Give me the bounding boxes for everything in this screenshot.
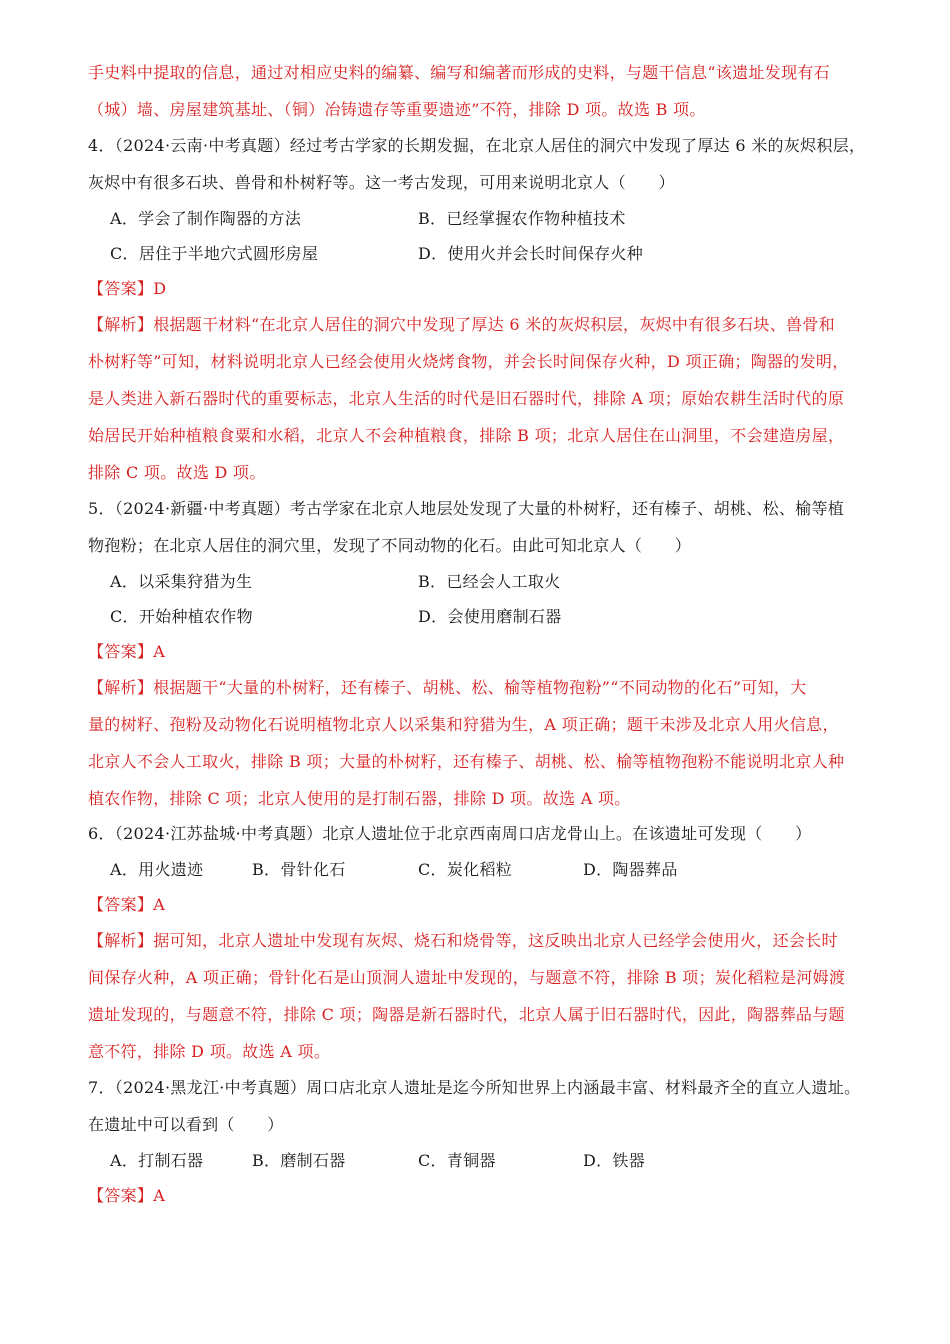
q7-option-c: C．青铜器 (418, 1151, 496, 1170)
q6-analysis-line-1: 【解析】据可知，北京人遗址中发现有灰烬、烧石和烧骨等，这反映出北京人已经学会使用火，还会长时 (88, 931, 838, 950)
q6-option-a: A．用火遗迹 (110, 860, 204, 879)
q7-stem-line-2: 在遗址中可以看到（ ） (88, 1115, 284, 1134)
q5-analysis-line-4: 植农作物，排除 C 项；北京人使用的是打制石器，排除 D 项。故选 A 项。 (88, 789, 631, 808)
q4-option-a: A．学会了制作陶器的方法 (110, 209, 302, 228)
q5-option-b: B．已经会人工取火 (418, 572, 561, 591)
q4-analysis-line-4: 始居民开始种植粮食粟和水稻，北京人不会种植粮食，排除 B 项；北京人居住在山洞里，不会建造房屋， (88, 426, 845, 445)
q5-analysis-line-2: 量的树籽、孢粉及动物化石说明植物北京人以采集和狩猎为生，A 项正确；题干未涉及北京人用火信息， (88, 715, 839, 734)
q6-stem-line-1: 6．（2024·江苏盐城·中考真题）北京人遗址位于北京西南周口店龙骨山上。在该遗址可发现（ ） (88, 824, 812, 843)
q4-option-c: C．居住于半地穴式圆形房屋 (110, 244, 319, 263)
q6-option-b: B．骨针化石 (252, 860, 346, 879)
q6-answer: 【答案】A (88, 895, 166, 914)
q5-analysis-line-3: 北京人不会人工取火，排除 B 项；大量的朴树籽，还有榛子、胡桃、松、榆等植物孢粉不能说明北京人种 (88, 752, 845, 771)
q4-option-b: B．已经掌握农作物种植技术 (418, 209, 626, 228)
q6-option-d: D．陶器葬品 (583, 860, 678, 879)
q7-option-b: B．磨制石器 (252, 1151, 346, 1170)
q5-stem-line-2: 物孢粉；在北京人居住的洞穴里，发现了不同动物的化石。由此可知北京人（ ） (88, 536, 692, 555)
q7-answer: 【答案】A (88, 1186, 166, 1205)
q4-answer: 【答案】D (88, 279, 167, 298)
q4-analysis-line-3: 是人类进入新石器时代的重要标志，北京人生活的时代是旧石器时代，排除 A 项；原始农耕生活时代的原 (88, 389, 845, 408)
q5-option-d: D．会使用磨制石器 (418, 607, 562, 626)
q6-analysis-line-4: 意不符，排除 D 项。故选 A 项。 (88, 1042, 331, 1061)
carryover-line-2: （城）墙、房屋建筑基址、（铜）冶铸遗存等重要遗迹”不符，排除 D 项。故选 B 项。 (88, 100, 706, 119)
q6-option-c: C．炭化稻粒 (418, 860, 513, 879)
q4-analysis-line-5: 排除 C 项。故选 D 项。 (88, 463, 266, 482)
q4-stem-line-2: 灰烬中有很多石块、兽骨和朴树籽等。这一考古发现，可用来说明北京人（ ） (88, 173, 675, 192)
q5-answer: 【答案】A (88, 642, 166, 661)
q4-stem-line-1: 4．（2024·云南·中考真题）经过考古学家的长期发掘，在北京人居住的洞穴中发现了厚达 6 米的灰烬积层， (88, 136, 866, 155)
q5-option-c: C．开始种植农作物 (110, 607, 253, 626)
q4-analysis-line-1: 【解析】根据题干材料“在北京人居住的洞穴中发现了厚达 6 米的灰烬积层，灰烬中有很多石块、兽骨和 (88, 315, 835, 334)
q5-stem-line-1: 5．（2024·新疆·中考真题）考古学家在北京人地层处发现了大量的朴树籽，还有榛子、胡桃、松、榆等植 (88, 499, 845, 518)
q6-analysis-line-2: 间保存火种，A 项正确；骨针化石是山顶洞人遗址中发现的，与题意不符，排除 B 项；炭化稻粒是河姆渡 (88, 968, 846, 987)
carryover-line-1: 手史料中提取的信息，通过对相应史料的编纂、编写和编著而形成的史料，与题干信息“该遗址发现有石 (88, 63, 830, 82)
q7-option-d: D．铁器 (583, 1151, 646, 1170)
q4-analysis-line-2: 朴树籽等”可知，材料说明北京人已经会使用火烧烤食物，并会长时间保存火种，D 项正确；陶器的发明， (88, 352, 849, 371)
q7-option-a: A．打制石器 (110, 1151, 204, 1170)
q5-option-a: A．以采集狩猎为生 (110, 572, 253, 591)
q5-analysis-line-1: 【解析】根据题干“大量的朴树籽，还有榛子、胡桃、松、榆等植物孢粉”“不同动物的化石”可知，大 (88, 678, 807, 697)
q4-option-d: D．使用火并会长时间保存火种 (418, 244, 644, 263)
q6-analysis-line-3: 遗址发现的，与题意不符，排除 C 项；陶器是新石器时代，北京人属于旧石器时代，因此，陶器葬品与题 (88, 1005, 845, 1024)
q7-stem-line-1: 7．（2024·黑龙江·中考真题）周口店北京人遗址是迄今所知世界上内涵最丰富、材料最齐全的直立人遗址。 (88, 1078, 861, 1097)
